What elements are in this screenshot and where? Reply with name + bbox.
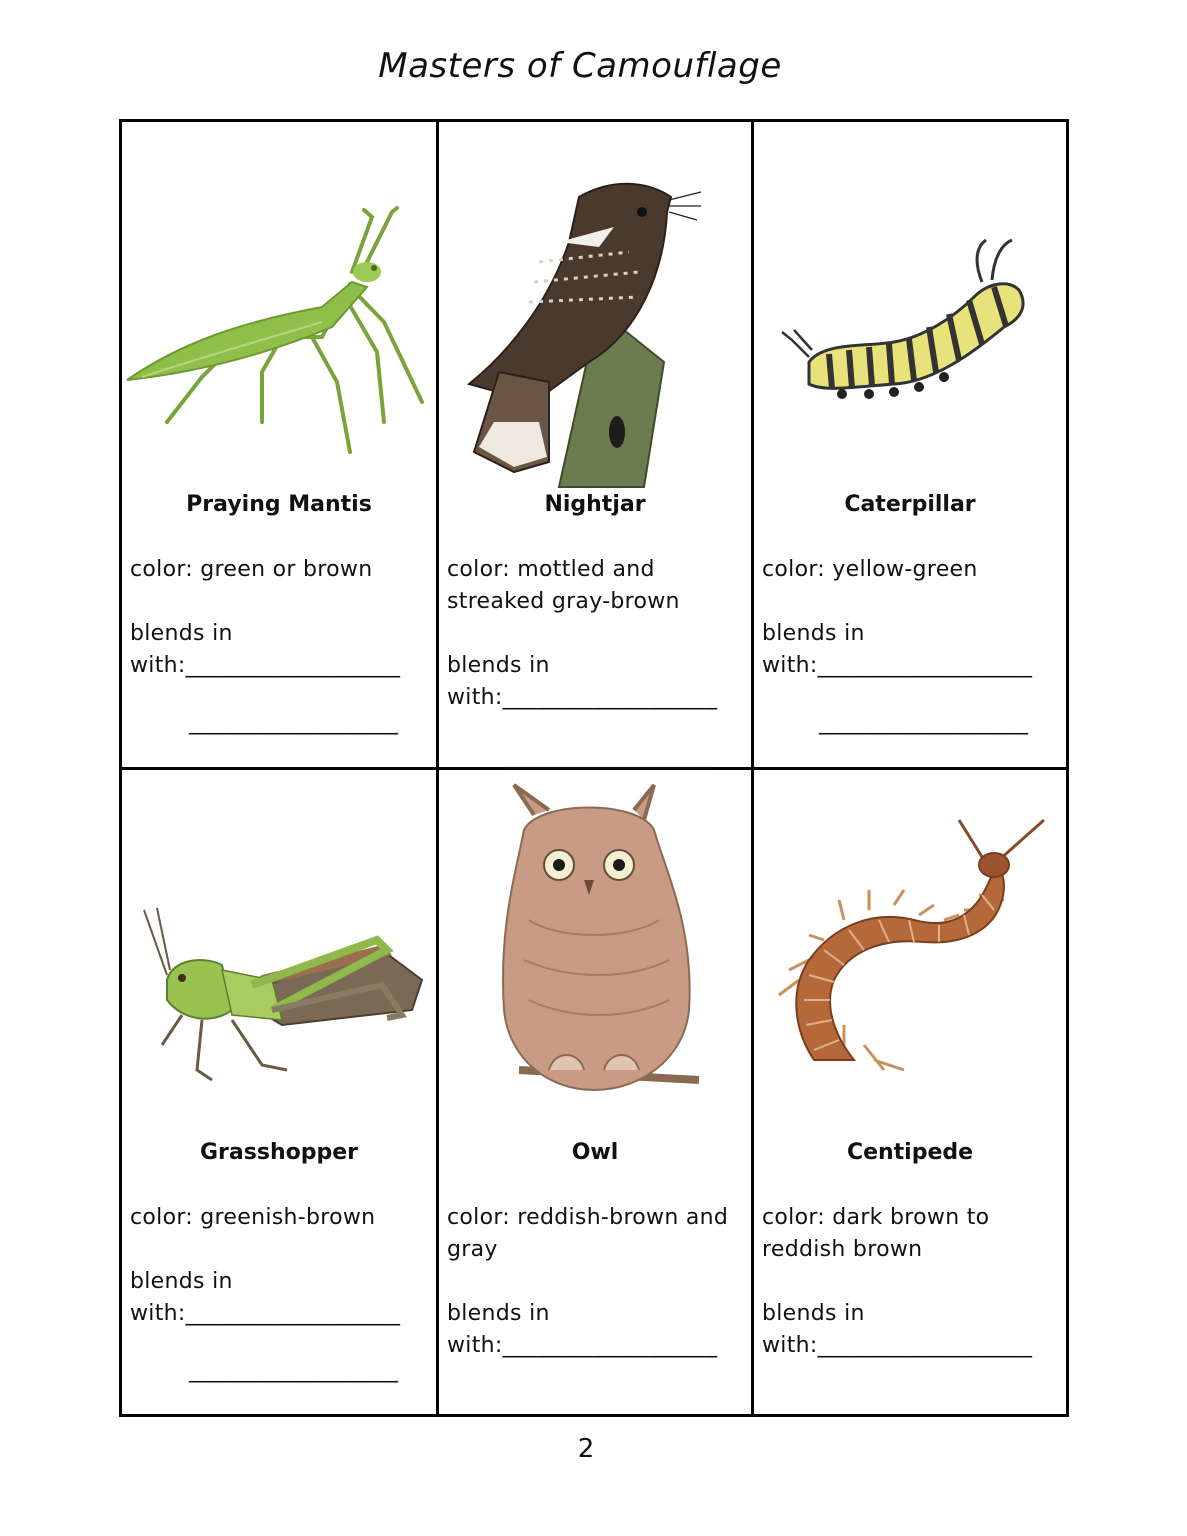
card-nightjar [439, 122, 751, 767]
card-name: Praying Mantis [186, 492, 372, 517]
blends-label: blends in [447, 1301, 550, 1326]
grasshopper-illustration-icon [122, 770, 436, 1140]
card-caterpillar [754, 122, 1066, 767]
card-name: Owl [571, 1140, 619, 1165]
card-text [130, 554, 426, 682]
page-title: Masters of Camouflage [378, 46, 782, 86]
color-description: color: green or brown [130, 557, 373, 582]
card-name: Nightjar [544, 492, 646, 517]
blends-label: blends in [762, 1301, 865, 1326]
color-description: color: yellow-green [762, 557, 978, 582]
card-name: Centipede [846, 1140, 974, 1165]
answer-line: ___________________ [504, 744, 713, 769]
page-number: 2 [577, 1434, 595, 1464]
answer-line: ___________________ [189, 710, 398, 735]
praying-mantis-illustration-icon [122, 122, 436, 492]
color-description: color: greenish-brown [130, 1205, 376, 1230]
color-description: color: mottled and [447, 557, 655, 582]
card-text [762, 1202, 1056, 1362]
nightjar-illustration-icon [439, 122, 751, 492]
color-description: reddish brown [762, 1237, 923, 1262]
blends-with-line: with:___________________ [130, 1301, 401, 1326]
color-description: color: reddish-brown and [447, 1205, 729, 1230]
blends-label: blends in [762, 621, 865, 646]
owl-illustration-icon [439, 770, 751, 1140]
card-name: Caterpillar [844, 492, 976, 517]
answer-line: ___________________ [819, 710, 1028, 735]
answer-line: ___________________ [189, 1358, 398, 1383]
card-text [762, 554, 1056, 682]
blends-with-line: with:___________________ [130, 653, 401, 678]
centipede-illustration-icon [754, 770, 1066, 1140]
card-grasshopper [122, 770, 436, 1414]
blends-label: blends in [130, 621, 233, 646]
blends-with-line: with:___________________ [447, 685, 718, 710]
card-praying-mantis [122, 122, 436, 767]
blends-with-line: with:___________________ [447, 1333, 718, 1358]
blends-label: blends in [130, 1269, 233, 1294]
blends-with-line: with:___________________ [762, 1333, 1033, 1358]
color-description: streaked gray-brown [447, 589, 680, 614]
card-centipede [754, 770, 1066, 1414]
card-name: Grasshopper [200, 1140, 358, 1165]
camouflage-grid [119, 119, 1069, 1417]
card-owl [439, 770, 751, 1414]
caterpillar-illustration-icon [754, 122, 1066, 492]
card-text [447, 554, 741, 714]
color-description: color: dark brown to [762, 1205, 990, 1230]
card-text [447, 1202, 741, 1362]
blends-with-line: with:___________________ [762, 653, 1033, 678]
card-text [130, 1202, 426, 1330]
blends-label: blends in [447, 653, 550, 678]
color-description: gray [447, 1237, 498, 1262]
